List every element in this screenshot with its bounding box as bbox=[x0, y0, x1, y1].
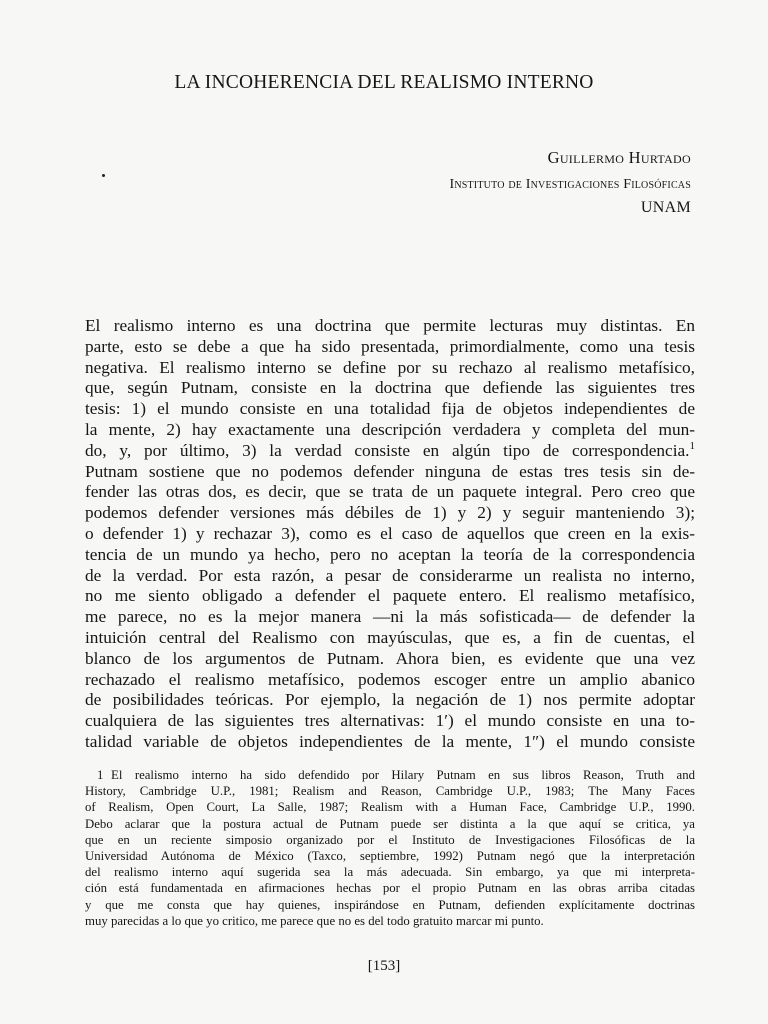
page-number: [153] bbox=[367, 958, 401, 974]
footnote-line-text: El realismo interno ha sido defendido por Hilary Putnam en sus libros Reason, Truth and bbox=[111, 768, 695, 782]
stray-mark bbox=[102, 174, 105, 177]
paper-title: LA INCOHERENCIA DEL REALISMO INTERNO bbox=[174, 72, 594, 93]
body-line: blanco de los argumentos de Putnam. Ahora bien, es evidente que una vez bbox=[85, 648, 695, 668]
footnote-line bbox=[85, 767, 695, 783]
author-name: Guillermo Hurtado bbox=[547, 148, 691, 167]
body-line-with-footnote bbox=[85, 441, 695, 462]
body-line: tesis: 1) el mundo consiste en una totalidad fija de objetos independientes de bbox=[85, 399, 695, 419]
body-line: intuición central del Realismo con mayúsculas, que es, a fin de cuentas, el bbox=[85, 627, 695, 647]
footnote-line: muy parecidas a lo que yo critico, me parece que no es del todo gratuito marcar mi punto. bbox=[85, 913, 544, 928]
body-line: de posibilidades teóricas. Por ejemplo, la negación de 1) nos permite adoptar bbox=[85, 690, 695, 710]
body-line: Putnam sostiene que no podemos defender ninguna de estas tres tesis sin de- bbox=[85, 461, 695, 481]
body-line: o defender 1) y rechazar 3), como es el caso de aquellos que creen en la exis- bbox=[85, 523, 695, 543]
body-line-text: do, y, por último, 3) la verdad consiste en algún tipo de correspondencia. bbox=[85, 440, 690, 460]
body-line: podemos defender versiones más débiles de 1) y 2) y seguir manteniendo 3); bbox=[85, 503, 695, 523]
footnote-line: Debo aclarar que la postura actual de Putnam puede ser distinta a la que aquí se critica, ya bbox=[85, 816, 695, 831]
author-university: UNAM bbox=[640, 199, 691, 216]
footnote-line: y que me consta que hay quienes, inspirándose en Putnam, defienden explícitamente doctrinas bbox=[85, 897, 695, 912]
footnote-line: que en un reciente simposio organizado por el Instituto de Investigaciones Filosóficas de la bbox=[85, 832, 695, 847]
body-line: fender las otras dos, es decir, que se trata de un paquete integral. Pero creo que bbox=[85, 482, 695, 502]
footnote-line: History, Cambridge U.P., 1981; Realism and Reason, Cambridge U.P., 1983; The Many Faces bbox=[85, 784, 695, 799]
author-institution: Instituto de Investigaciones Filosóficas bbox=[449, 177, 691, 192]
footnote bbox=[85, 767, 695, 929]
footnote-line: of Realism, Open Court, La Salle, 1987; Realism with a Human Face, Cambridge U.P., 1990. bbox=[85, 800, 695, 815]
body-line: talidad variable de objetos independientes de la mente, 1″) el mundo consiste bbox=[85, 731, 695, 751]
footnote-line: Universidad Autónoma de México (Taxco, septiembre, 1992) Putnam negó que la interpretación bbox=[85, 848, 695, 863]
footnote-reference[interactable]: 1 bbox=[689, 440, 695, 453]
footnote-line: del realismo interno aquí sugerida sea la más adecuada. Sin embargo, ya que mi interpreta- bbox=[85, 865, 695, 880]
body-line: rechazado el realismo metafísico, podemos escoger entre un amplio abanico bbox=[85, 669, 695, 689]
footnote-marker: 1 bbox=[97, 768, 104, 782]
body-line: no me siento obligado a defender el paquete entero. El realismo metafísico, bbox=[85, 586, 695, 606]
body-line: El realismo interno es una doctrina que permite lecturas muy distintas. En bbox=[85, 316, 695, 335]
body-line: de la verdad. Por esta razón, a pesar de considerarme un realista no interno, bbox=[85, 565, 695, 585]
footnote-line: ción está fundamentada en afirmaciones hechas por el propio Putnam en las obras arriba citadas bbox=[85, 881, 695, 896]
body-line: me parece, no es la mejor manera —ni la más sofisticada— de defender la bbox=[85, 607, 695, 627]
body-line: negativa. El realismo interno se define por su rechazo al realismo metafísico, bbox=[85, 357, 695, 377]
body-line: que, según Putnam, consiste en la doctrina que defiende las siguientes tres bbox=[85, 378, 695, 398]
body-line: cualquiera de las siguientes tres alternativas: 1′) el mundo consiste en una to- bbox=[85, 711, 695, 731]
body-line: tencia de un mundo ya hecho, pero no aceptan la teoría de la correspondencia bbox=[85, 544, 695, 564]
body-line: parte, esto se debe a que ha sido presentada, primordialmente, como una tesis bbox=[85, 336, 695, 356]
body-text bbox=[85, 316, 695, 753]
body-line: la mente, 2) hay exactamente una descripción verdadera y completa del mun- bbox=[85, 419, 695, 439]
